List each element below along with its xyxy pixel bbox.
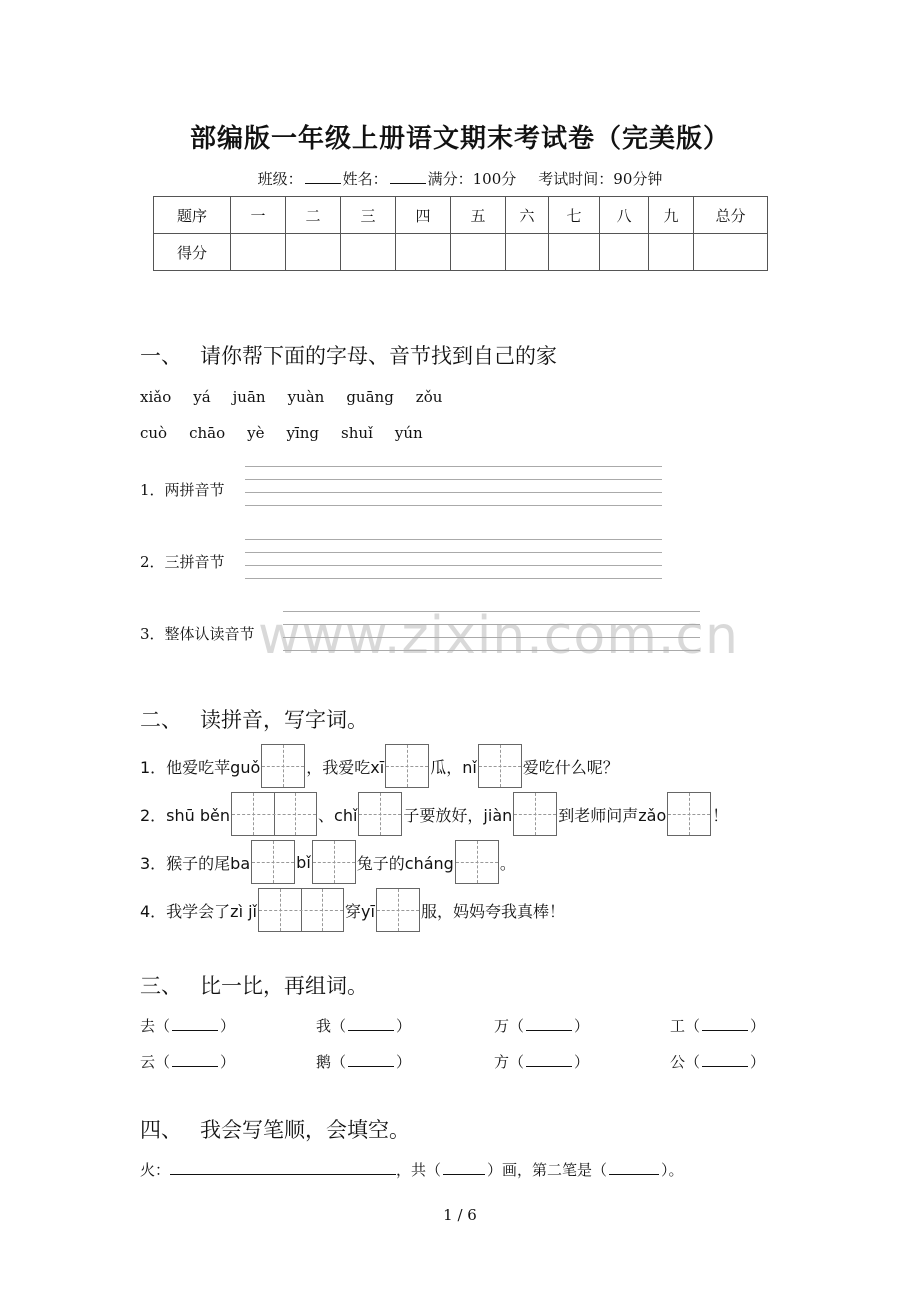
word-blank[interactable] [348, 1052, 394, 1067]
compare-item: 鹅（ ） [316, 1053, 412, 1071]
header-cell: 二 [286, 197, 341, 234]
tianzige-box[interactable] [358, 792, 402, 836]
score-cell[interactable] [649, 234, 694, 271]
pinyin-line-1 [140, 744, 619, 788]
section2-heading [140, 704, 368, 734]
score-cell[interactable] [341, 234, 396, 271]
tianzige-box[interactable] [455, 840, 499, 884]
text-segment: 子要放好，jiàn [403, 805, 513, 825]
section4-heading [140, 1114, 410, 1144]
section1-title: 请你帮下面的字母、音节找到自己的家 [200, 344, 557, 368]
writing-line[interactable] [245, 565, 662, 566]
text-segment: ，我爱吃xī [306, 757, 385, 777]
compare-item: 公（ ） [670, 1053, 766, 1071]
page-number: 1 / 6 [443, 1206, 477, 1224]
section3-title: 比一比，再组词。 [200, 974, 368, 998]
stroke-order-question: 火： ，共（ ）画，第二笔是（ ）。 [140, 1161, 684, 1179]
text-segment: 爱吃什么呢？ [522, 757, 619, 777]
pinyin-syllable: xiǎo [140, 388, 172, 406]
compare-char: 方 [494, 1053, 510, 1071]
section1-number: 一、 [140, 344, 182, 368]
item-whole-syllable: 3．整体认读音节 [140, 625, 255, 643]
pinyin-syllable: guāng [346, 388, 394, 406]
word-blank[interactable] [172, 1016, 218, 1031]
score-cell[interactable] [451, 234, 506, 271]
section2-title: 读拼音，写字词。 [200, 708, 368, 732]
exam-time: 考试时间：90分钟 [538, 170, 663, 188]
compare-item: 方（ ） [494, 1053, 590, 1071]
pinyin-row-1 [140, 388, 464, 406]
compare-char: 我 [316, 1017, 332, 1035]
second-stroke-blank[interactable] [609, 1160, 659, 1175]
score-table-score-row [154, 234, 768, 271]
header-cell: 五 [451, 197, 506, 234]
score-cell[interactable] [396, 234, 451, 271]
score-cell[interactable] [286, 234, 341, 271]
header-cell: 题序 [154, 197, 231, 234]
text-segment: 服，妈妈夸我真棒！ [420, 901, 565, 921]
pinyin-syllable: cuò [140, 424, 168, 442]
score-cell[interactable] [694, 234, 768, 271]
section3-heading [140, 970, 368, 1000]
tianzige-box[interactable] [251, 840, 295, 884]
tianzige-box[interactable] [667, 792, 711, 836]
section2-number: 二、 [140, 708, 182, 732]
compare-char: 去 [140, 1017, 156, 1035]
header-cell: 总分 [694, 197, 768, 234]
header-cell: 六 [506, 197, 549, 234]
header-cell: 三 [341, 197, 396, 234]
pinyin-syllable: chāo [189, 424, 226, 442]
class-label: 班级： [257, 170, 303, 188]
pinyin-syllable: yuàn [287, 388, 325, 406]
word-blank[interactable] [526, 1052, 572, 1067]
score-table-header-row [154, 197, 768, 234]
header-cell: 一 [231, 197, 286, 234]
word-blank[interactable] [348, 1016, 394, 1031]
compare-char: 工 [670, 1017, 686, 1035]
tianzige-box[interactable] [312, 840, 356, 884]
writing-line[interactable] [245, 578, 662, 579]
pinyin-syllable: shuǐ [341, 424, 373, 442]
score-cell[interactable] [231, 234, 286, 271]
compare-item: 万（ ） [494, 1017, 590, 1035]
pinyin-syllable: juān [232, 388, 266, 406]
section4-number: 四、 [140, 1118, 182, 1142]
word-blank[interactable] [172, 1052, 218, 1067]
tianzige-box-double[interactable] [231, 792, 317, 836]
tianzige-box[interactable] [513, 792, 557, 836]
text-segment: ！ [712, 805, 729, 825]
text-segment: bǐ [296, 852, 311, 872]
watermark: www.zixin.com.cn [258, 606, 739, 666]
section3-number: 三、 [140, 974, 182, 998]
score-cell[interactable] [549, 234, 600, 271]
tianzige-box[interactable] [478, 744, 522, 788]
stroke-order-blank[interactable] [170, 1160, 396, 1175]
pinyin-line-2 [140, 792, 728, 836]
pinyin-syllable: yīng [286, 424, 320, 442]
pinyin-line-3 [140, 840, 516, 884]
text-segment: 到老师问声zǎo [558, 805, 667, 825]
name-label: 姓名： [342, 170, 388, 188]
text-segment: 2．shū běn [140, 805, 231, 825]
text-segment: 3．猴子的尾ba [140, 853, 251, 873]
tianzige-box[interactable] [376, 888, 420, 932]
compare-item: 我（ ） [316, 1017, 412, 1035]
pinyin-syllable: yún [394, 424, 423, 442]
pinyin-syllable: zǒu [415, 388, 443, 406]
compare-char: 云 [140, 1053, 156, 1071]
section1-heading [140, 340, 557, 370]
tianzige-box[interactable] [385, 744, 429, 788]
text-segment: 4．我学会了zì jǐ [140, 901, 258, 921]
tianzige-box-double[interactable] [258, 888, 344, 932]
text-segment: 穿yī [345, 901, 375, 921]
pinyin-syllable: yá [193, 388, 211, 406]
name-blank[interactable] [390, 169, 426, 184]
writing-line[interactable] [245, 552, 662, 553]
compare-item: 云（ ） [140, 1053, 236, 1071]
text-segment: 、chǐ [318, 805, 358, 825]
compare-item: 去（ ） [140, 1017, 236, 1035]
pinyin-syllable: yè [247, 424, 265, 442]
header-cell: 四 [396, 197, 451, 234]
stroke-count-blank[interactable] [443, 1160, 485, 1175]
pinyin-line-4 [140, 888, 565, 932]
pinyin-row-2 [140, 424, 445, 442]
compare-char: 鹅 [316, 1053, 332, 1071]
word-blank[interactable] [702, 1016, 748, 1031]
score-table [153, 196, 768, 271]
word-blank[interactable] [526, 1016, 572, 1031]
writing-line[interactable] [245, 539, 662, 540]
stroke-char-label: 火： [140, 1161, 171, 1179]
page-title: 部编版一年级上册语文期末考试卷（完美版） [189, 124, 730, 154]
compare-char: 万 [494, 1017, 510, 1035]
exam-info [0, 168, 920, 189]
header-cell: 八 [600, 197, 649, 234]
section4-title: 我会写笔顺，会填空。 [200, 1118, 410, 1142]
text-segment: 瓜，nǐ [430, 757, 477, 777]
compare-item: 工（ ） [670, 1017, 766, 1035]
writing-line[interactable] [245, 505, 662, 506]
writing-line[interactable] [245, 466, 662, 467]
writing-line[interactable] [245, 479, 662, 480]
word-blank[interactable] [702, 1052, 748, 1067]
score-cell[interactable] [506, 234, 549, 271]
header-cell: 七 [549, 197, 600, 234]
text-segment: 兔子的cháng [356, 853, 454, 873]
writing-line[interactable] [245, 492, 662, 493]
item-three-spell: 2．三拼音节 [140, 553, 225, 571]
score-row-label: 得分 [154, 234, 231, 271]
full-score: 满分：100分 [427, 170, 517, 188]
compare-char: 公 [670, 1053, 686, 1071]
class-blank[interactable] [305, 169, 341, 184]
item-two-spell: 1．两拼音节 [140, 481, 225, 499]
text-segment: 1．他爱吃苹guǒ [140, 757, 261, 777]
tianzige-box[interactable] [261, 744, 305, 788]
header-cell: 九 [649, 197, 694, 234]
text-segment: 。 [499, 853, 516, 873]
score-cell[interactable] [600, 234, 649, 271]
